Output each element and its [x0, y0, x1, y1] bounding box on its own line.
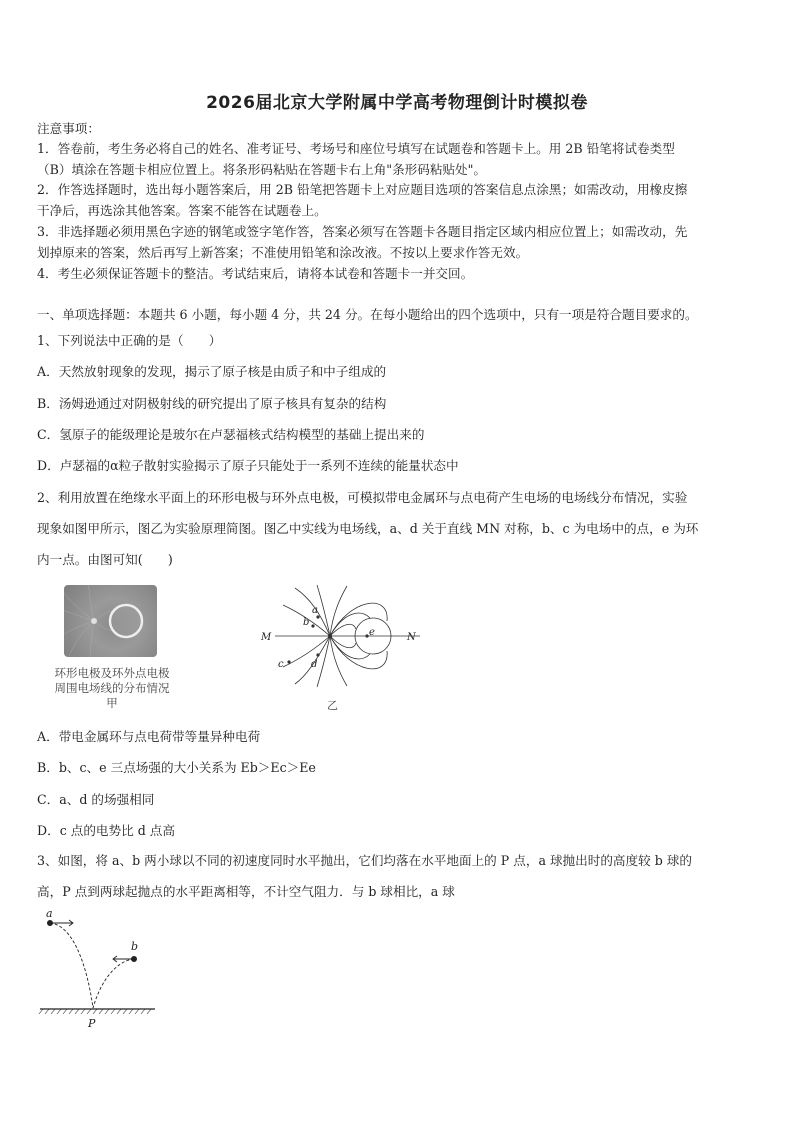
label-e: e — [369, 627, 375, 638]
question-1-stem: 1、下列说法中正确的是（ ） — [37, 333, 222, 348]
label-a: a — [312, 605, 318, 616]
question-1-option-b: B．汤姆逊通过对阴极射线的研究提出了原子核具有复杂的结构 — [37, 396, 387, 411]
question-2-stem: 2、利用放置在绝缘水平面上的环形电极与环外点电极，可模拟带电金属环与点电荷产生电场的电场线分布情况，实验 — [37, 490, 688, 505]
notice-line: 1．答卷前，考生务必将自己的姓名、准考证号、考场号和座位号填写在试题卷和答题卡上。用 2B 铅笔将试卷类型 — [37, 141, 675, 156]
trajectory-b — [93, 959, 134, 1008]
point-c — [287, 660, 290, 663]
field-line — [330, 603, 387, 636]
field-line — [317, 585, 330, 636]
question-2-option-b: B．b、c、e 三点场强的大小关系为 Eb＞Ec＞Ee — [37, 760, 316, 775]
point-charge — [328, 634, 332, 638]
field-line — [317, 636, 330, 687]
question-2-option-c: C．a、d 的场强相同 — [37, 792, 155, 807]
figure-a-caption — [52, 666, 172, 711]
question-2-stem: 内一点。由图可知( ) — [37, 552, 173, 567]
question-2-option-d: D．c 点的电势比 d 点高 — [37, 823, 175, 838]
figure-a-caption-line: 周围电场线的分布情况 — [54, 681, 170, 695]
question-1-option-d: D．卢瑟福的α粒子散射实验揭示了原子只能处于一系列不连续的能量状态中 — [37, 458, 459, 473]
label-d: d — [311, 659, 318, 670]
notice-line: 干净后，再选涂其他答案。答案不能答在试题卷上。 — [37, 203, 327, 218]
notice-line: 3．非选择题必须用黑色字迹的钢笔或签字笔作答，答案必须写在答题卡各题目指定区域内相应位置上；如需改动，先 — [37, 224, 688, 239]
question-2-stem: 现象如图甲所示，图乙为实验原理简图。图乙中实线为电场线，a、d 关于直线 MN 对称，b、c 为电场中的点，e 为环 — [37, 521, 699, 536]
notice-heading: 注意事项： — [37, 121, 100, 136]
field-line — [330, 636, 387, 669]
label-b: b — [303, 617, 310, 628]
trajectory-a — [50, 923, 93, 1008]
question-1-option-c: C．氢原子的能级理论是玻尔在卢瑟福核式结构模型的基础上提出来的 — [37, 427, 425, 442]
question-1-option-a: A．天然放射现象的发现，揭示了原子核是由质子和中子组成的 — [37, 364, 387, 379]
label-n: N — [407, 632, 416, 643]
figure-a-caption-line: 环形电极及环外点电极 — [54, 666, 170, 680]
label-ball-b: b — [131, 940, 139, 953]
notice-line: 2．作答选择题时，选出每小题答案后，用 2B 铅笔把答题卡上对应题目选项的答案信息点涂黑；如需改动，用橡皮擦 — [37, 182, 688, 197]
point-d — [316, 653, 319, 656]
label-c: c — [278, 659, 284, 670]
question-2-option-a: A．带电金属环与点电荷带等量异种电荷 — [37, 729, 261, 744]
label-m: M — [261, 632, 272, 643]
ground-hatching — [39, 1009, 151, 1014]
notice-line: （B）填涂在答题卡相应位置上。将条形码粘贴在答题卡右上角"条形码粘贴处"。 — [37, 162, 487, 177]
field-line-diagram — [255, 583, 430, 713]
question-3-stem: 3、如图，将 a、b 两小球以不同的初速度同时水平抛出，它们均落在水平地面上的 P 点，a 球抛出时的高度较 b 球的 — [37, 853, 692, 868]
electrode-photo — [64, 585, 157, 657]
section-heading: 一、单项选择题：本题共 6 小题，每小题 4 分，共 24 分。在每小题给出的四个选项中，只有一项是符合题目要求的。 — [37, 307, 698, 322]
label-point-p: P — [88, 1017, 96, 1030]
projectile-diagram — [35, 905, 165, 1035]
question-3-stem: 高，P 点到两球起抛点的水平距离相等，不计空气阻力．与 b 球相比，a 球 — [37, 884, 455, 899]
label-ball-a: a — [46, 907, 53, 920]
page-title: 2026届北京大学附属中学高考物理倒计时模拟卷 — [206, 93, 588, 113]
point-b — [311, 624, 314, 627]
figure-a-caption-label: 甲 — [106, 696, 118, 710]
figure-b-caption: 乙 — [327, 699, 338, 712]
electrode-photo-graphic — [64, 585, 157, 657]
notice-line: 4．考生必须保证答题卡的整洁。考试结束后，请将本试卷和答题卡一并交回。 — [37, 266, 474, 281]
notice-line: 划掉原来的答案，然后再写上新答案；不准使用铅笔和涂改液。不按以上要求作答无效。 — [37, 245, 529, 260]
